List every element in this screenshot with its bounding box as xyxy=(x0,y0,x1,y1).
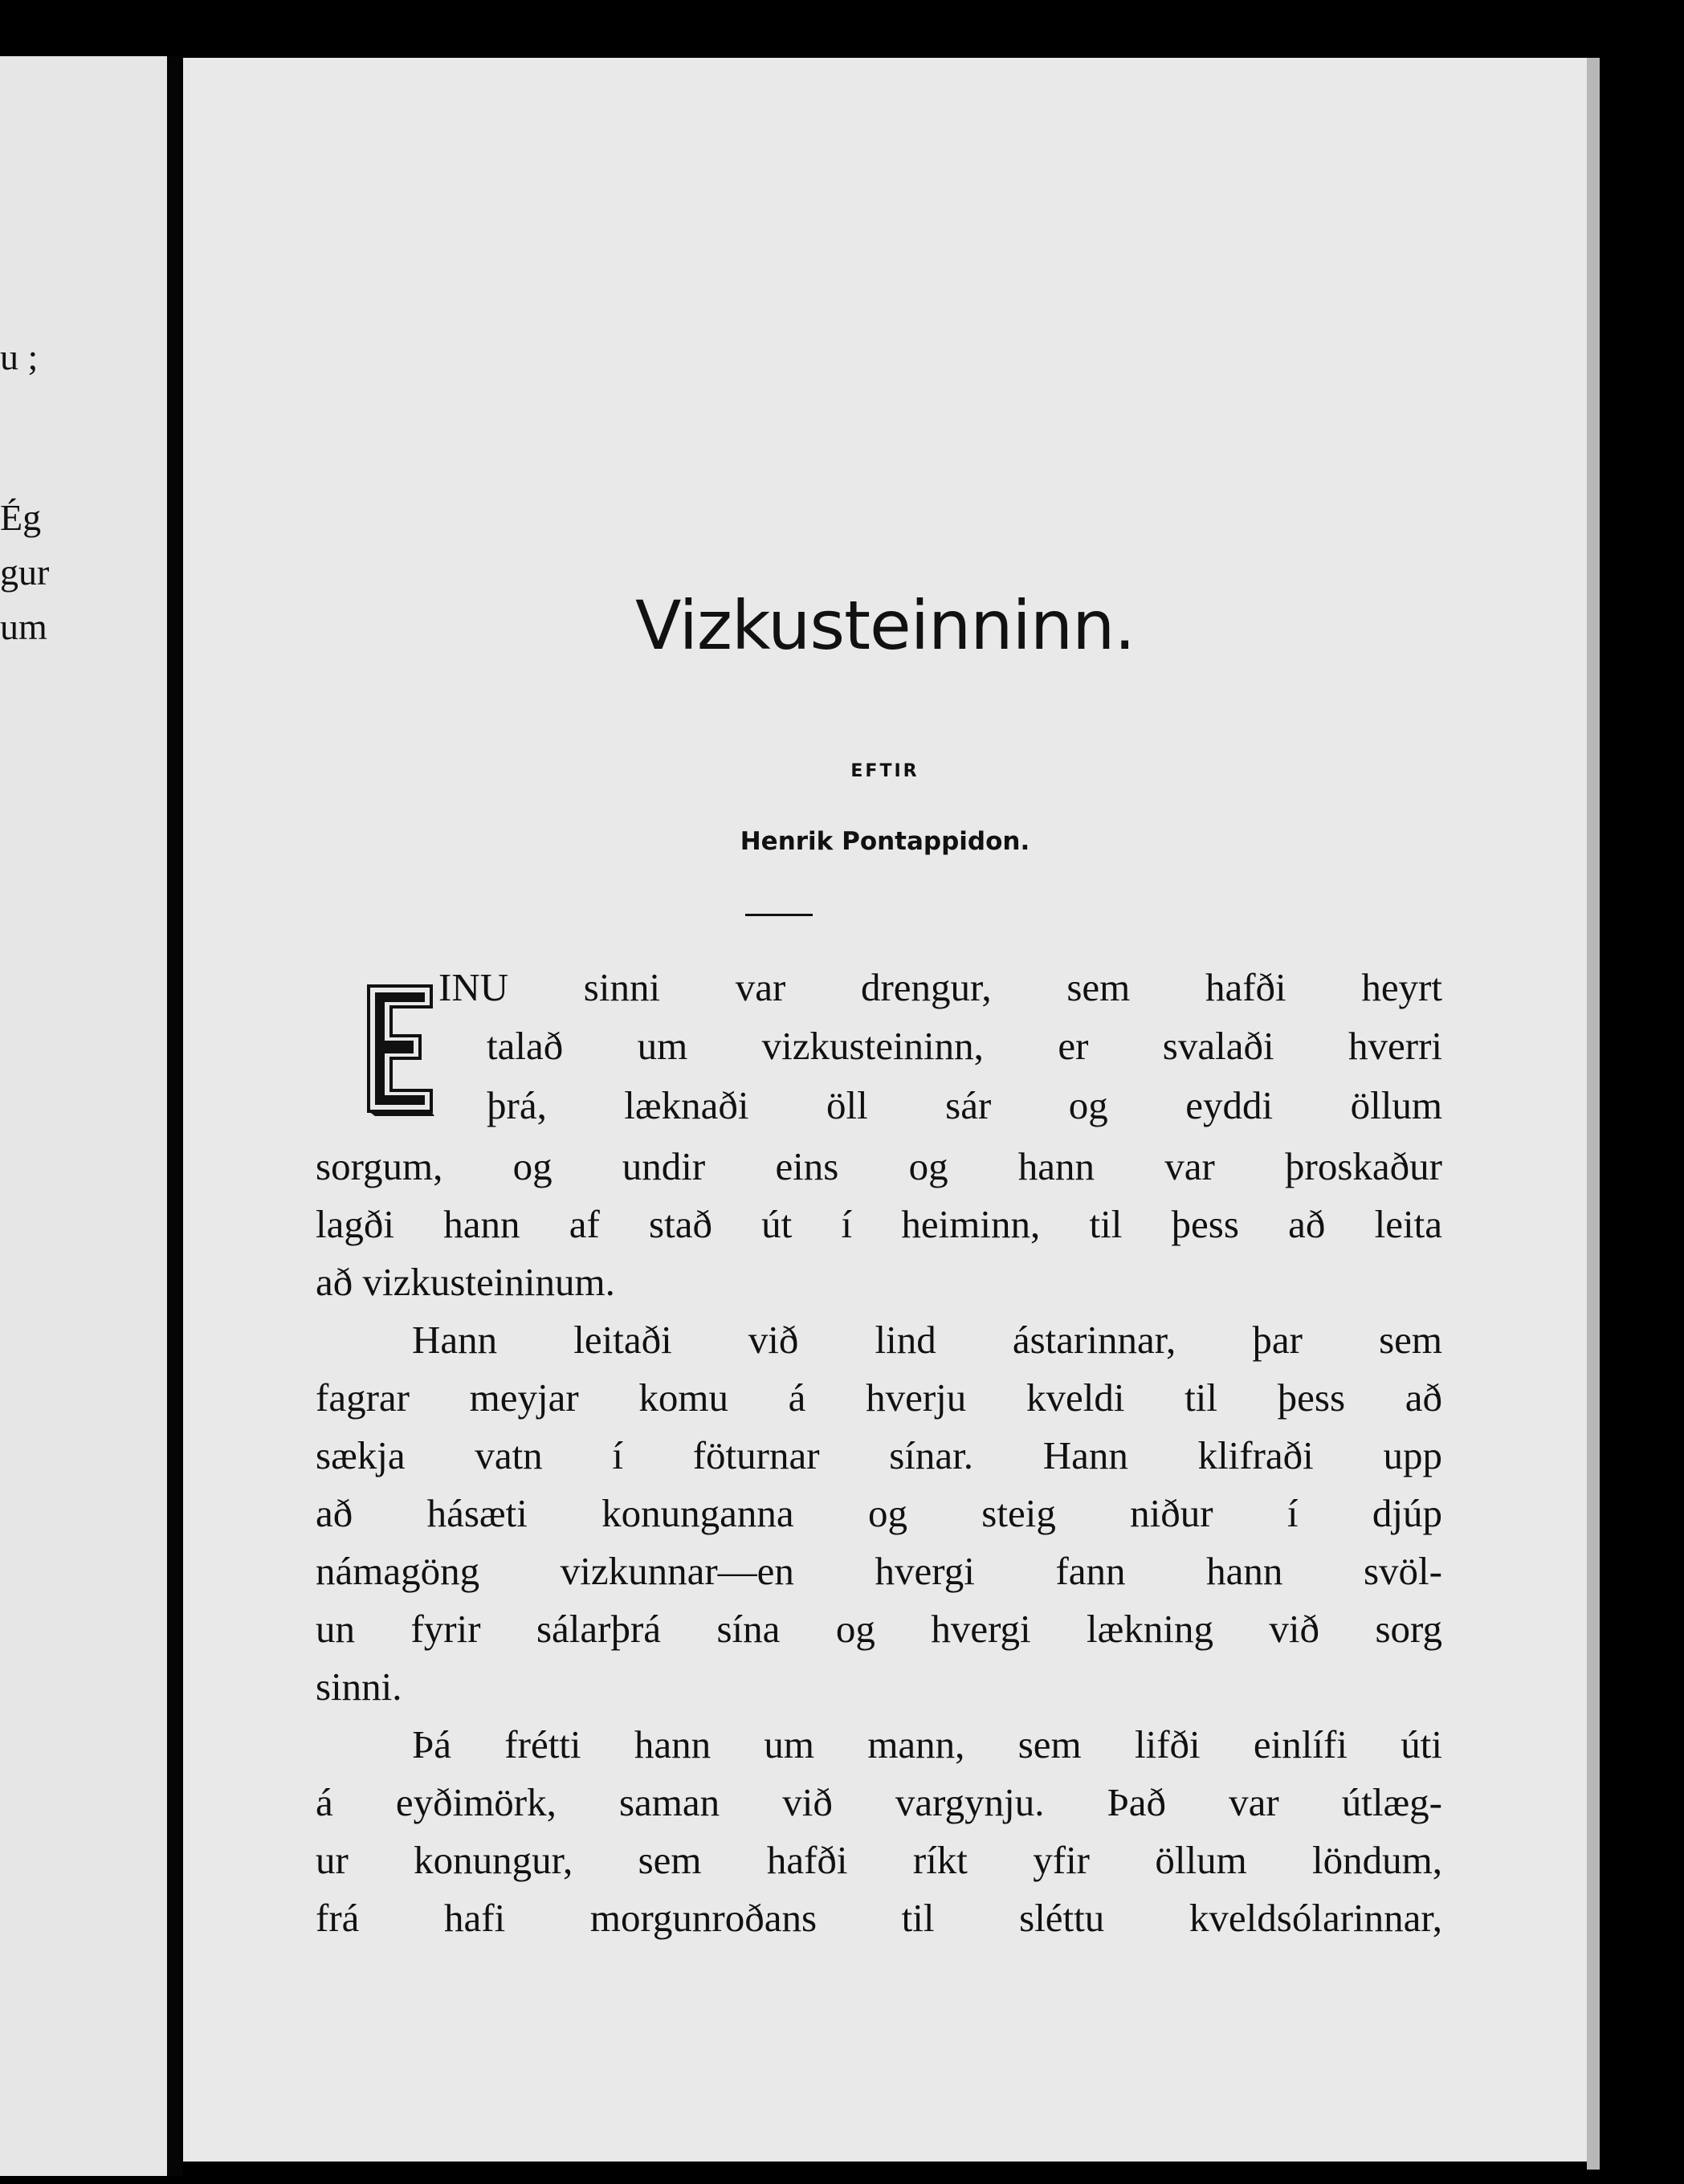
body-line: Hann leitaði við lind ástarinnar, þar sem xyxy=(412,1318,1442,1362)
right-page xyxy=(183,58,1587,2162)
body-line: að hásæti konunganna og steig niður í djúp xyxy=(316,1491,1442,1535)
byline-eftir: EFTIR xyxy=(850,761,919,781)
body-line: INU sinni var drengur, sem hafði heyrt xyxy=(438,965,1442,1009)
body-line: sinni. xyxy=(316,1664,402,1709)
body-line: námagöng vizkunnar—en hvergi fann hann svöl- xyxy=(316,1549,1442,1593)
left-page-fragment: u ; xyxy=(0,336,39,377)
body-line: að vizkusteininum. xyxy=(316,1260,615,1304)
left-page-fragment: Ég xyxy=(0,497,42,538)
left-page-fragment: gur xyxy=(0,552,50,593)
body-line: un fyrir sálarþrá sína og hvergi lækning við sorg xyxy=(316,1607,1442,1651)
title-rule xyxy=(745,914,813,916)
page-edge xyxy=(1587,58,1600,2170)
body-line: fagrar meyjar komu á hverju kveldi til þess að xyxy=(316,1375,1442,1420)
body-line: Þá frétti hann um mann, sem lifði einlífi úti xyxy=(412,1722,1442,1766)
book-gutter xyxy=(167,56,183,2176)
left-page xyxy=(0,56,167,2176)
body-line: talað um vizkusteininn, er svalaði hverri xyxy=(487,1024,1442,1068)
story-title: Vizkusteinninn. xyxy=(634,586,1136,665)
author-name: Henrik Pontappidon. xyxy=(740,827,1030,856)
left-page-fragment: um xyxy=(0,606,47,647)
body-line: sorgum, og undir eins og hann var þroskaður xyxy=(316,1144,1442,1188)
body-line: frá hafi morgunroðans til sléttu kveldsólarinnar, xyxy=(316,1896,1442,1940)
body-line: á eyðimörk, saman við vargynju. Það var útlæg- xyxy=(316,1780,1442,1824)
body-line: ur konungur, sem hafði ríkt yfir öllum löndum, xyxy=(316,1838,1442,1882)
body-line: þrá, læknaði öll sár og eyddi öllum xyxy=(487,1083,1442,1127)
drop-cap-e xyxy=(364,981,434,1116)
body-line: sækja vatn í föturnar sínar. Hann klifraði upp xyxy=(316,1433,1442,1477)
body-line: lagði hann af stað út í heiminn, til þess að leita xyxy=(316,1202,1442,1246)
